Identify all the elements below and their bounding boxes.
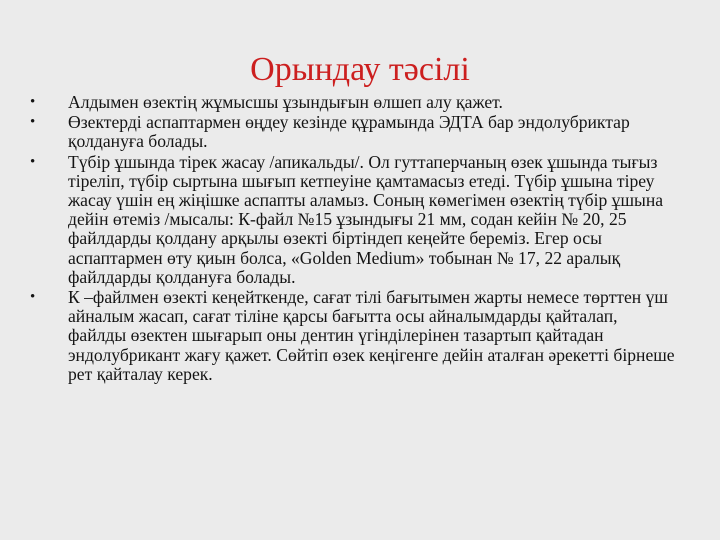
list-item: [30, 153, 675, 287]
bullet-text: Алдымен өзектің жұмысшы ұзындығын өлшеп алу қажет.: [68, 92, 503, 112]
bullet-icon: •: [30, 153, 36, 170]
bullet-icon: •: [30, 94, 36, 110]
bullet-text: Түбір ұшында тірек жасау /апикальды/. Ол гуттаперчаның өзек ұшында тығыз тіреліп, түбір сыртына шығып кетпеуіне қамтамасыз етеді. Түбір ұшына тіреу жасау үшін ең жіңішке аспапты аламыз. Соның көмегімен өзектің түбір ұшына дейін өтеміз /мысалы: К-файл №15 ұзындығы 21 мм, содан кейін № 20, 25 файлдарды қолдану арқылы өзекті біртіндеп кеңейте береміз. Егер осы аспаптармен өту қиын болса, «Golden Medium» тобынан № 17, 22 аралық файлдарды қолдануға болады.: [68, 151, 664, 287]
bullet-icon: •: [30, 114, 36, 131]
list-item: [30, 288, 675, 384]
bullet-icon: •: [30, 289, 36, 306]
bullet-text: К –файлмен өзекті кеңейткенде, сағат тілі бағытымен жарты немесе төрттен үш айналым жасап, сағат тіліне қарсы бағытта осы айналымдарды қайталап, файлды өзектен шығарып оны дентин үгінділерінен тазартып қайтадан эндолубрикант жағу қажет. Сөйтіп өзек кеңігенге дейін аталған әрекетті бірнеше рет қайталау керек.: [68, 287, 675, 384]
bullet-list: [30, 93, 675, 385]
slide-title: Орындау тәсілі: [250, 51, 470, 88]
list-item: [30, 93, 675, 112]
list-item: [30, 113, 675, 151]
bullet-text: Өзектерді аспаптармен өңдеу кезінде құрамында ЭДТА бар эндолубриктар қолдануға болады.: [68, 112, 630, 152]
